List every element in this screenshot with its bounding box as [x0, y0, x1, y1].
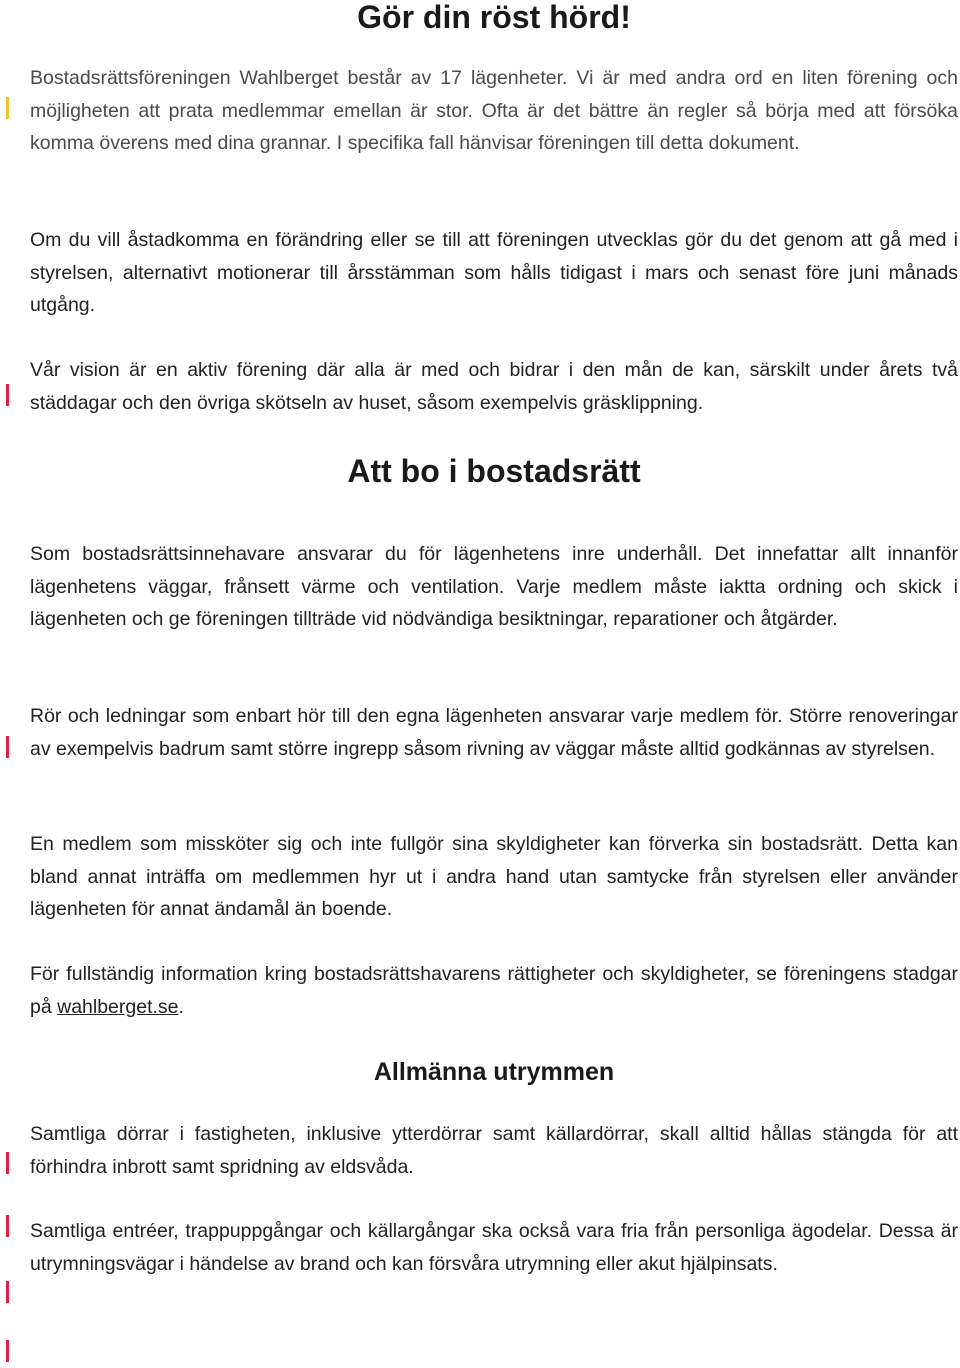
- margin-bar-red: [6, 1152, 9, 1174]
- website-link[interactable]: wahlberget.se: [57, 995, 179, 1018]
- pipes-paragraph: Rör och ledningar som enbart hör till den egna lägenheten ansvarar varje medlem för. Större renoveringar av exempelvis badrum samt större ingrepp såsom rivning av väggar måste alltid godkännas av styrelsen.: [30, 705, 958, 760]
- intro-paragraph: Bostadsrättsföreningen Wahlberget består av 17 lägenheter. Vi är med andra ord en liten förening och möjligheten att prata medlemmar emellan är stor. Ofta är det bättre än regler så börja med att försöka komma överens med dina grannar. I specifika fall hänvisar föreningen till detta dokument.: [30, 67, 958, 154]
- section-heading-allmanna-utrymmen: Allmänna utrymmen: [373, 1058, 615, 1086]
- obligations-paragraph: En medlem som missköter sig och inte fullgör sina skyldigheter kan förverka sin bostadsrätt. Detta kan bland annat inträffa om medlemmen hyr ut i andra hand utan samtycke från styrelsen eller använder lägenheten för annat ändamål än boende.: [30, 833, 958, 920]
- info-paragraph: [30, 958, 958, 1023]
- margin-bar-red: [6, 736, 9, 758]
- maintenance-paragraph: Som bostadsrättsinnehavare ansvarar du för lägenhetens inre underhåll. Det innefattar allt innanför lägenhetens väggar, frånsett värme och ventilation. Varje medlem måste iaktta ordning och skick i lägenheten och ge föreningen tillträde vid nödvändiga besiktningar, reparationer och åtgärder.: [30, 543, 958, 630]
- change-paragraph: Om du vill åstadkomma en förändring eller se till att föreningen utvecklas gör du det genom att gå med i styrelsen, alternativt motionerar till årsstämman som hålls tidigast i mars och senast före juni månads utgång.: [30, 229, 958, 316]
- section-heading-bostadsratt: Att bo i bostadsrätt: [347, 453, 641, 489]
- margin-bar-red: [6, 384, 9, 406]
- entrances-paragraph: Samtliga entréer, trappuppgångar och källargångar ska också vara fria från personliga ägodelar. Dessa är utrymningsvägar i händelse av brand och kan försvåra utrymning eller akut hjälpinsats.: [30, 1220, 958, 1275]
- margin-bar-red: [6, 1215, 9, 1237]
- margin-bar-red: [6, 1340, 9, 1362]
- page-title: Gör din röst hörd!: [357, 0, 631, 35]
- vision-paragraph: Vår vision är en aktiv förening där alla är med och bidrar i den mån de kan, särskilt under årets två städdagar och den övriga skötseln av huset, såsom exempelvis gräsklippning.: [30, 359, 958, 414]
- margin-bar-red: [6, 1281, 9, 1303]
- margin-bar-yellow: [6, 97, 9, 119]
- doors-paragraph: Samtliga dörrar i fastigheten, inklusive ytterdörrar samt källardörrar, skall alltid hållas stängda för att förhindra inbrott samt spridning av eldsvåda.: [30, 1123, 958, 1178]
- info-text: För fullständig information kring bostadsrättshavarens rättigheter och skyldigheter, se föreningens stadgar på: [30, 963, 958, 1018]
- info-text-end: .: [178, 995, 184, 1018]
